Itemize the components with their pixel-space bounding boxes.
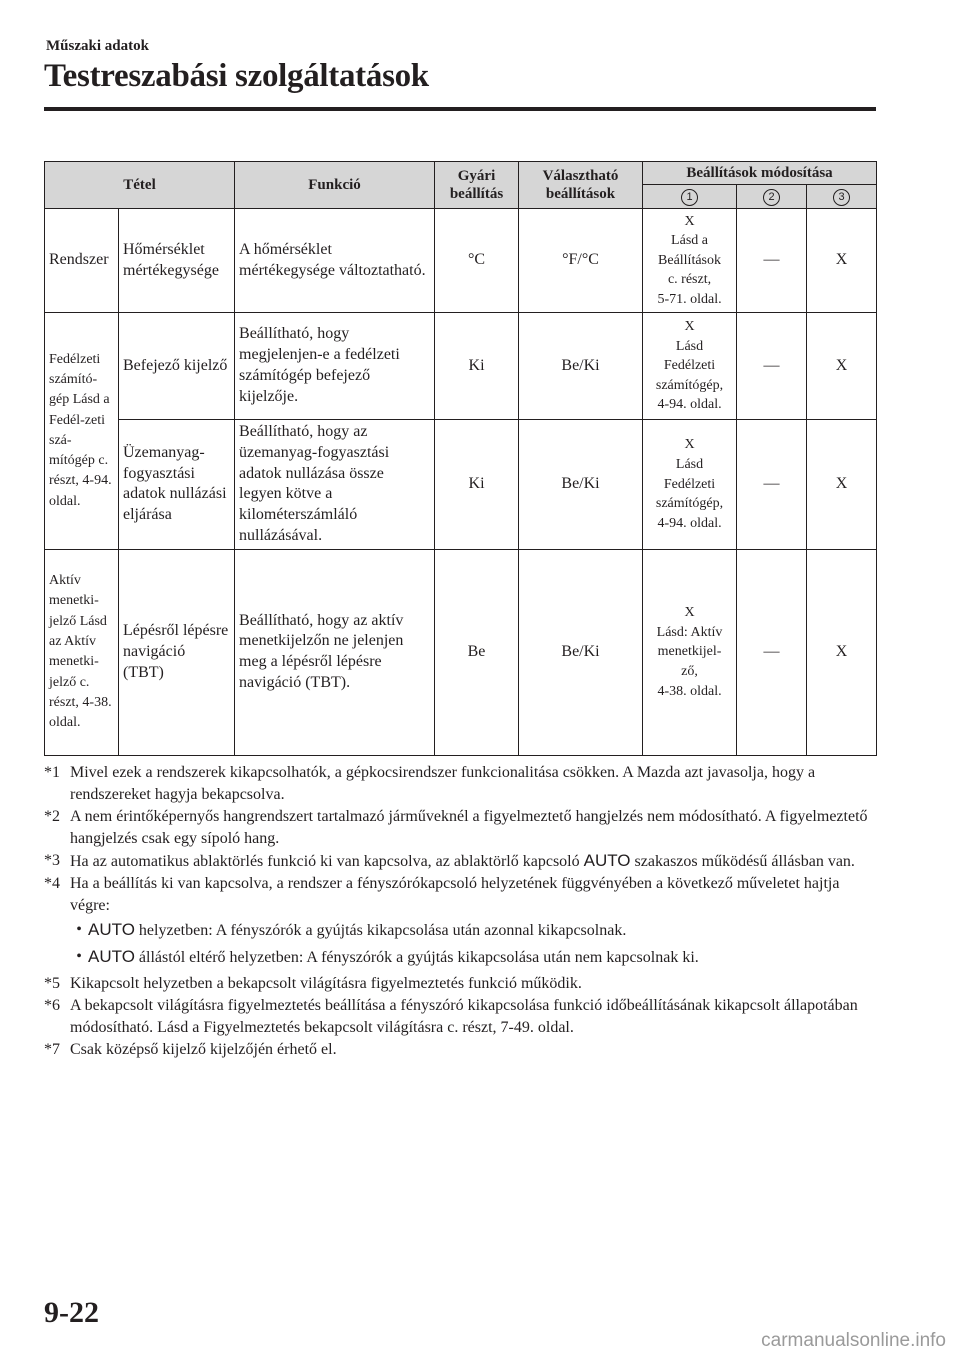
header-selectable: Választható beállítások — [519, 162, 643, 209]
header-factory: Gyári beállítás — [435, 162, 519, 209]
table-row — [45, 209, 877, 313]
footnote-7 — [44, 1039, 876, 1061]
row-function: Lépésről lépésre navigáció (TBT) — [119, 549, 235, 755]
row-mod3: X — [807, 549, 877, 755]
row-selectable: Be/Ki — [519, 420, 643, 550]
header-mod3 — [807, 185, 877, 209]
watermark: carmanualsonline.info — [761, 1330, 946, 1351]
mod1-line: Lásd: Aktív — [656, 624, 723, 640]
bullet-icon: • — [76, 921, 82, 938]
footnote-mark: *4 — [44, 875, 60, 892]
page-title: Testreszabási szolgáltatások — [44, 58, 429, 94]
bullet-text-body: helyzetben: A fényszórók a gyújtás kikapcsolása után azonnal kikapcsolnak. — [138, 922, 627, 939]
footnote-mark: *6 — [44, 997, 60, 1014]
row-mod1 — [643, 209, 737, 313]
bullet-item — [70, 946, 876, 969]
auto-switch-label: AUTO — [88, 920, 135, 939]
mod1-line: 4-94. oldal. — [657, 397, 722, 413]
circle-number-2: 2 — [763, 189, 780, 206]
footnote-3 — [44, 850, 876, 873]
bullet-text — [88, 919, 626, 942]
title-rule — [44, 107, 876, 111]
circle-number-3: 3 — [833, 189, 850, 206]
footnote-2 — [44, 806, 876, 850]
row-system: Aktív menetki-jelző Lásd az Aktív menetki-jelző c. részt, 4-38. oldal. — [45, 549, 119, 755]
footnote-text — [70, 850, 876, 873]
row-mod2: — — [737, 420, 807, 550]
table-row — [45, 313, 877, 420]
footnote-1 — [44, 762, 876, 806]
row-mod1 — [643, 420, 737, 550]
mod1-line: számítógép, — [655, 377, 724, 393]
mod1-line: számítógép, — [655, 496, 724, 512]
footnote-text-before: Ha az automatikus ablaktörlés funkció ki van kapcsolva, az ablaktörlő kapcsoló — [70, 853, 580, 870]
header-function: Funkció — [235, 162, 435, 209]
mod1-line: Lásd — [675, 338, 704, 354]
mod1-line: Lásd — [675, 457, 704, 472]
mod1-line: X — [684, 319, 695, 335]
circle-number-1: 1 — [681, 189, 698, 206]
footnote-text: Kikapcsolt helyzetben a bekapcsolt világításra figyelmeztetés funkció működik. — [70, 975, 582, 992]
mod1-line: 4-38. oldal. — [657, 683, 722, 699]
row-function: Hőmérséklet mértékegysége — [119, 209, 235, 313]
row-mod2: — — [737, 549, 807, 755]
row-description: A hőmérséklet mértékegysége változtatható. — [235, 209, 435, 313]
row-function: Befejező kijelző — [119, 313, 235, 420]
footnote-mark: *3 — [44, 852, 60, 869]
header-modify: Beállítások módosítása — [643, 162, 877, 185]
mod1-line: X — [684, 605, 695, 621]
mod1-line: Fedélzeti — [663, 358, 716, 374]
row-function: Üzemanyag-fogyasztási adatok nullázási eljárása — [119, 420, 235, 550]
row-description: Beállítható, hogy az üzemanyag-fogyasztási adatok nullázása össze legyen kötve a kilométerszámláló nullázásával. — [235, 420, 435, 550]
footnote-mark: *7 — [44, 1041, 60, 1058]
row-factory: °C — [435, 209, 519, 313]
footnote-mark: *1 — [44, 764, 60, 781]
section-label: Műszaki adatok — [46, 38, 149, 54]
row-mod3: X — [807, 420, 877, 550]
row-mod2: — — [737, 313, 807, 420]
row-description: Beállítható, hogy megjelenjen-e a fedélzeti számítógép befejező kijelzője. — [235, 313, 435, 420]
mod1-line: Lásd a — [671, 233, 708, 249]
mod1-line: Beállítások — [658, 252, 722, 268]
table-row — [45, 420, 877, 550]
auto-switch-label: AUTO — [583, 851, 631, 870]
footnote-mark: *5 — [44, 975, 60, 992]
footnote-text: Mivel ezek a rendszerek kikapcsolhatók, a gépkocsirendszer funkcionalitása csökken. A Mazda azt javasolja, hogy a rendszereket hagyja bekapcsolva. — [70, 764, 816, 803]
header-mod1 — [643, 185, 737, 209]
footnote-mark: *2 — [44, 808, 60, 825]
row-selectable: °F/°C — [519, 209, 643, 313]
row-mod2: — — [737, 209, 807, 313]
row-factory: Ki — [435, 420, 519, 550]
footnote-6 — [44, 995, 876, 1039]
bullet-icon: • — [76, 948, 82, 965]
row-mod3: X — [807, 313, 877, 420]
header-mod2 — [737, 185, 807, 209]
row-mod1 — [643, 313, 737, 420]
footnote-text: Csak középső kijelző kijelzőjén érhető el. — [70, 1041, 337, 1058]
bullet-text — [88, 946, 699, 969]
row-selectable: Be/Ki — [519, 313, 643, 420]
table-row — [45, 549, 877, 755]
footnote-4 — [44, 873, 876, 917]
mod1-line: X — [684, 213, 695, 229]
row-system: Fedélzeti számító-gép Lásd a Fedél-zeti szá-mítógép c. részt, 4-94. oldal. — [45, 313, 119, 550]
mod1-line: 5-71. oldal. — [657, 291, 722, 307]
settings-table — [44, 161, 877, 756]
auto-switch-label: AUTO — [88, 947, 135, 966]
bullet-text-body: állástól eltérő helyzetben: A fényszórók a gyújtás kikapcsolása után nem kapcsolnak ki. — [138, 949, 699, 966]
mod1-line: menetkijel- — [657, 644, 722, 660]
footnote-text: Ha a beállítás ki van kapcsolva, a rendszer a fényszórókapcsoló helyzetének függvényében a következő műveletet hajtja végre: — [70, 875, 840, 914]
footnote-text: A nem érintőképernyős hangrendszert tartalmazó járműveknél a figyelmeztető hangjelzés nem módosítható. A figyelmeztető hangjelzés csak egy sípoló hang. — [70, 808, 868, 847]
row-mod1 — [643, 549, 737, 755]
mod1-line: 4-94. oldal. — [657, 515, 722, 531]
footnote-text-after: szakaszos működésű állásban van. — [634, 853, 855, 870]
mod1-line: c. részt, — [667, 272, 712, 288]
mod1-line: X — [684, 437, 695, 453]
header-item: Tétel — [45, 162, 235, 209]
footnotes — [44, 762, 876, 1061]
row-factory: Ki — [435, 313, 519, 420]
row-selectable: Be/Ki — [519, 549, 643, 755]
bullet-item — [70, 919, 876, 942]
row-system: Rendszer — [45, 209, 119, 313]
footnote-text: A bekapcsolt világításra figyelmeztetés beállítása a fényszóró kikapcsolása funkció időbeállításának kikapcsolt állapotában módosítható. Lásd a Figyelmeztetés bekapcsolt világításra c. részt, 7-49. oldal. — [70, 997, 858, 1036]
mod1-line: Fedélzeti — [663, 476, 716, 492]
row-description: Beállítható, hogy az aktív menetkijelzőn ne jelenjen meg a lépésről lépésre navigáció (TBT). — [235, 549, 435, 755]
row-factory: Be — [435, 549, 519, 755]
row-mod3: X — [807, 209, 877, 313]
mod1-line: ző, — [681, 664, 698, 680]
footnote-5 — [44, 973, 876, 995]
page-number: 9-22 — [44, 1296, 99, 1329]
